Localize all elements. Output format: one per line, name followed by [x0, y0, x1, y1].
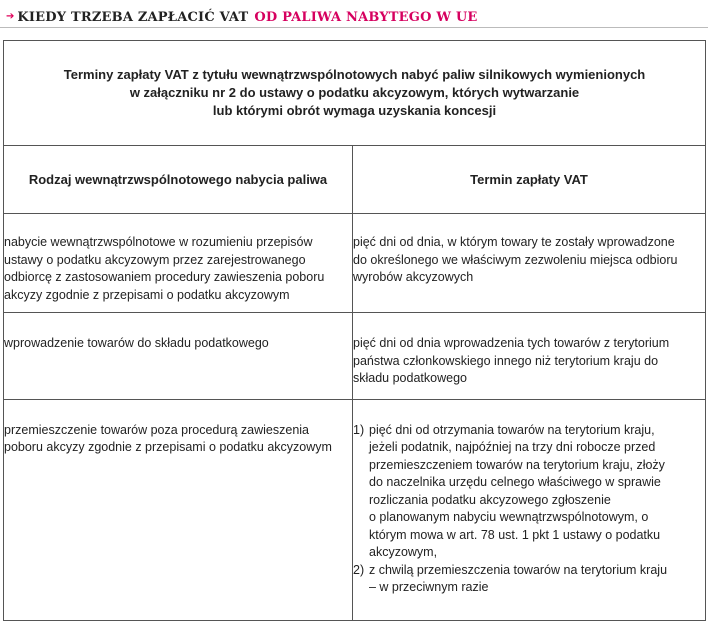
header-title — [6, 6, 706, 28]
cell-line: wprowadzenie towarów do składu podatkowego — [4, 336, 269, 351]
table-title-line: w załączniku nr 2 do ustawy o podatku akcyzowym, których wytwarzanie — [129, 85, 580, 101]
list-item-number: 2) — [353, 562, 365, 577]
cell-line: akcyzowym, — [369, 545, 438, 560]
cell-line: odbiorcę z zastosowaniem procedury zawieszenia poboru — [4, 270, 325, 285]
cell-line: pięć dni od otrzymania towarów na terytorium kraju, — [369, 422, 655, 437]
cell-line: z chwilą przemieszczenia towarów na terytorium kraju — [369, 562, 668, 577]
table-title-line: Terminy zapłaty VAT z tytułu wewnątrzwspólnotowych nabyć paliw silnikowych wymienionych — [63, 67, 646, 83]
column-header-payment-term: Termin zapłaty VAT — [353, 146, 706, 214]
cell-line: państwa członkowskiego innego niż terytorium kraju do — [353, 353, 659, 368]
cell-line: przemieszczenie towarów poza procedurą zawieszenia — [4, 422, 310, 437]
cell-line: pięć dni od dnia, w którym towary te zostały wprowadzone — [353, 235, 675, 250]
table-row — [4, 399, 706, 620]
cell-line: do naczelnika urzędu celnego właściwego w sprawie — [369, 475, 661, 490]
list-item — [353, 422, 705, 562]
arrow-icon: ➔ — [6, 11, 15, 22]
cell-line: nabycie wewnątrzwspólnotowe w rozumieniu przepisów — [4, 235, 313, 250]
payment-term-list — [353, 422, 705, 597]
table-header-row — [4, 146, 706, 214]
header-divider — [0, 27, 708, 28]
cell-line: do określonego we właściwym zezwoleniu miejsca odbioru — [353, 252, 678, 267]
column-header-acquisition-type: Rodzaj wewnątrzwspólnotowego nabycia paliwa — [4, 146, 353, 214]
cell-line: pięć dni od dnia wprowadzenia tych towarów z terytorium — [353, 336, 670, 351]
acquisition-type-cell — [4, 313, 353, 399]
cell-line: ustawy o podatku akcyzowym przez zarejestrowanego — [4, 252, 306, 267]
header-title-part1: KIEDY TRZEBA ZAPŁACIĆ VAT — [17, 9, 249, 25]
table-row — [4, 214, 706, 313]
cell-line: przemieszczeniem towarów na terytorium kraju, złoży — [369, 457, 665, 472]
cell-line: o planowanym nabyciu wewnątrzwspólnotowym, o — [369, 510, 649, 525]
payment-term-cell — [353, 313, 706, 399]
cell-line: składu podatkowego — [353, 371, 467, 386]
acquisition-type-cell — [4, 399, 353, 620]
cell-line: rozliczania podatku akcyzowego zgłoszenie — [369, 492, 611, 507]
list-item — [353, 562, 705, 597]
cell-line: poboru akcyzy zgodnie z przepisami o podatku akcyzowym — [4, 440, 332, 455]
payment-term-cell — [353, 399, 706, 620]
cell-line: wyrobów akcyzowych — [353, 270, 474, 285]
table-title-line: lub którymi obrót wymaga uzyskania koncesji — [212, 103, 497, 119]
acquisition-type-cell — [4, 214, 353, 313]
table-title — [4, 41, 706, 146]
list-item-number: 1) — [353, 422, 365, 437]
cell-line: jeżeli podatnik, najpóźniej na trzy dni robocze przed — [369, 440, 656, 455]
table-row — [4, 313, 706, 399]
payment-term-cell — [353, 214, 706, 313]
cell-line: którym mowa w art. 78 ust. 1 pkt 1 ustawy o podatku — [369, 527, 661, 542]
table-title-row — [4, 41, 706, 146]
vat-terms-table — [3, 40, 706, 621]
header-title-part2: OD PALIWA NABYTEGO W UE — [254, 9, 478, 25]
cell-line: akcyzy zgodnie z przepisami o podatku akcyzowym — [4, 287, 290, 302]
cell-line: – w przeciwnym razie — [369, 580, 489, 595]
